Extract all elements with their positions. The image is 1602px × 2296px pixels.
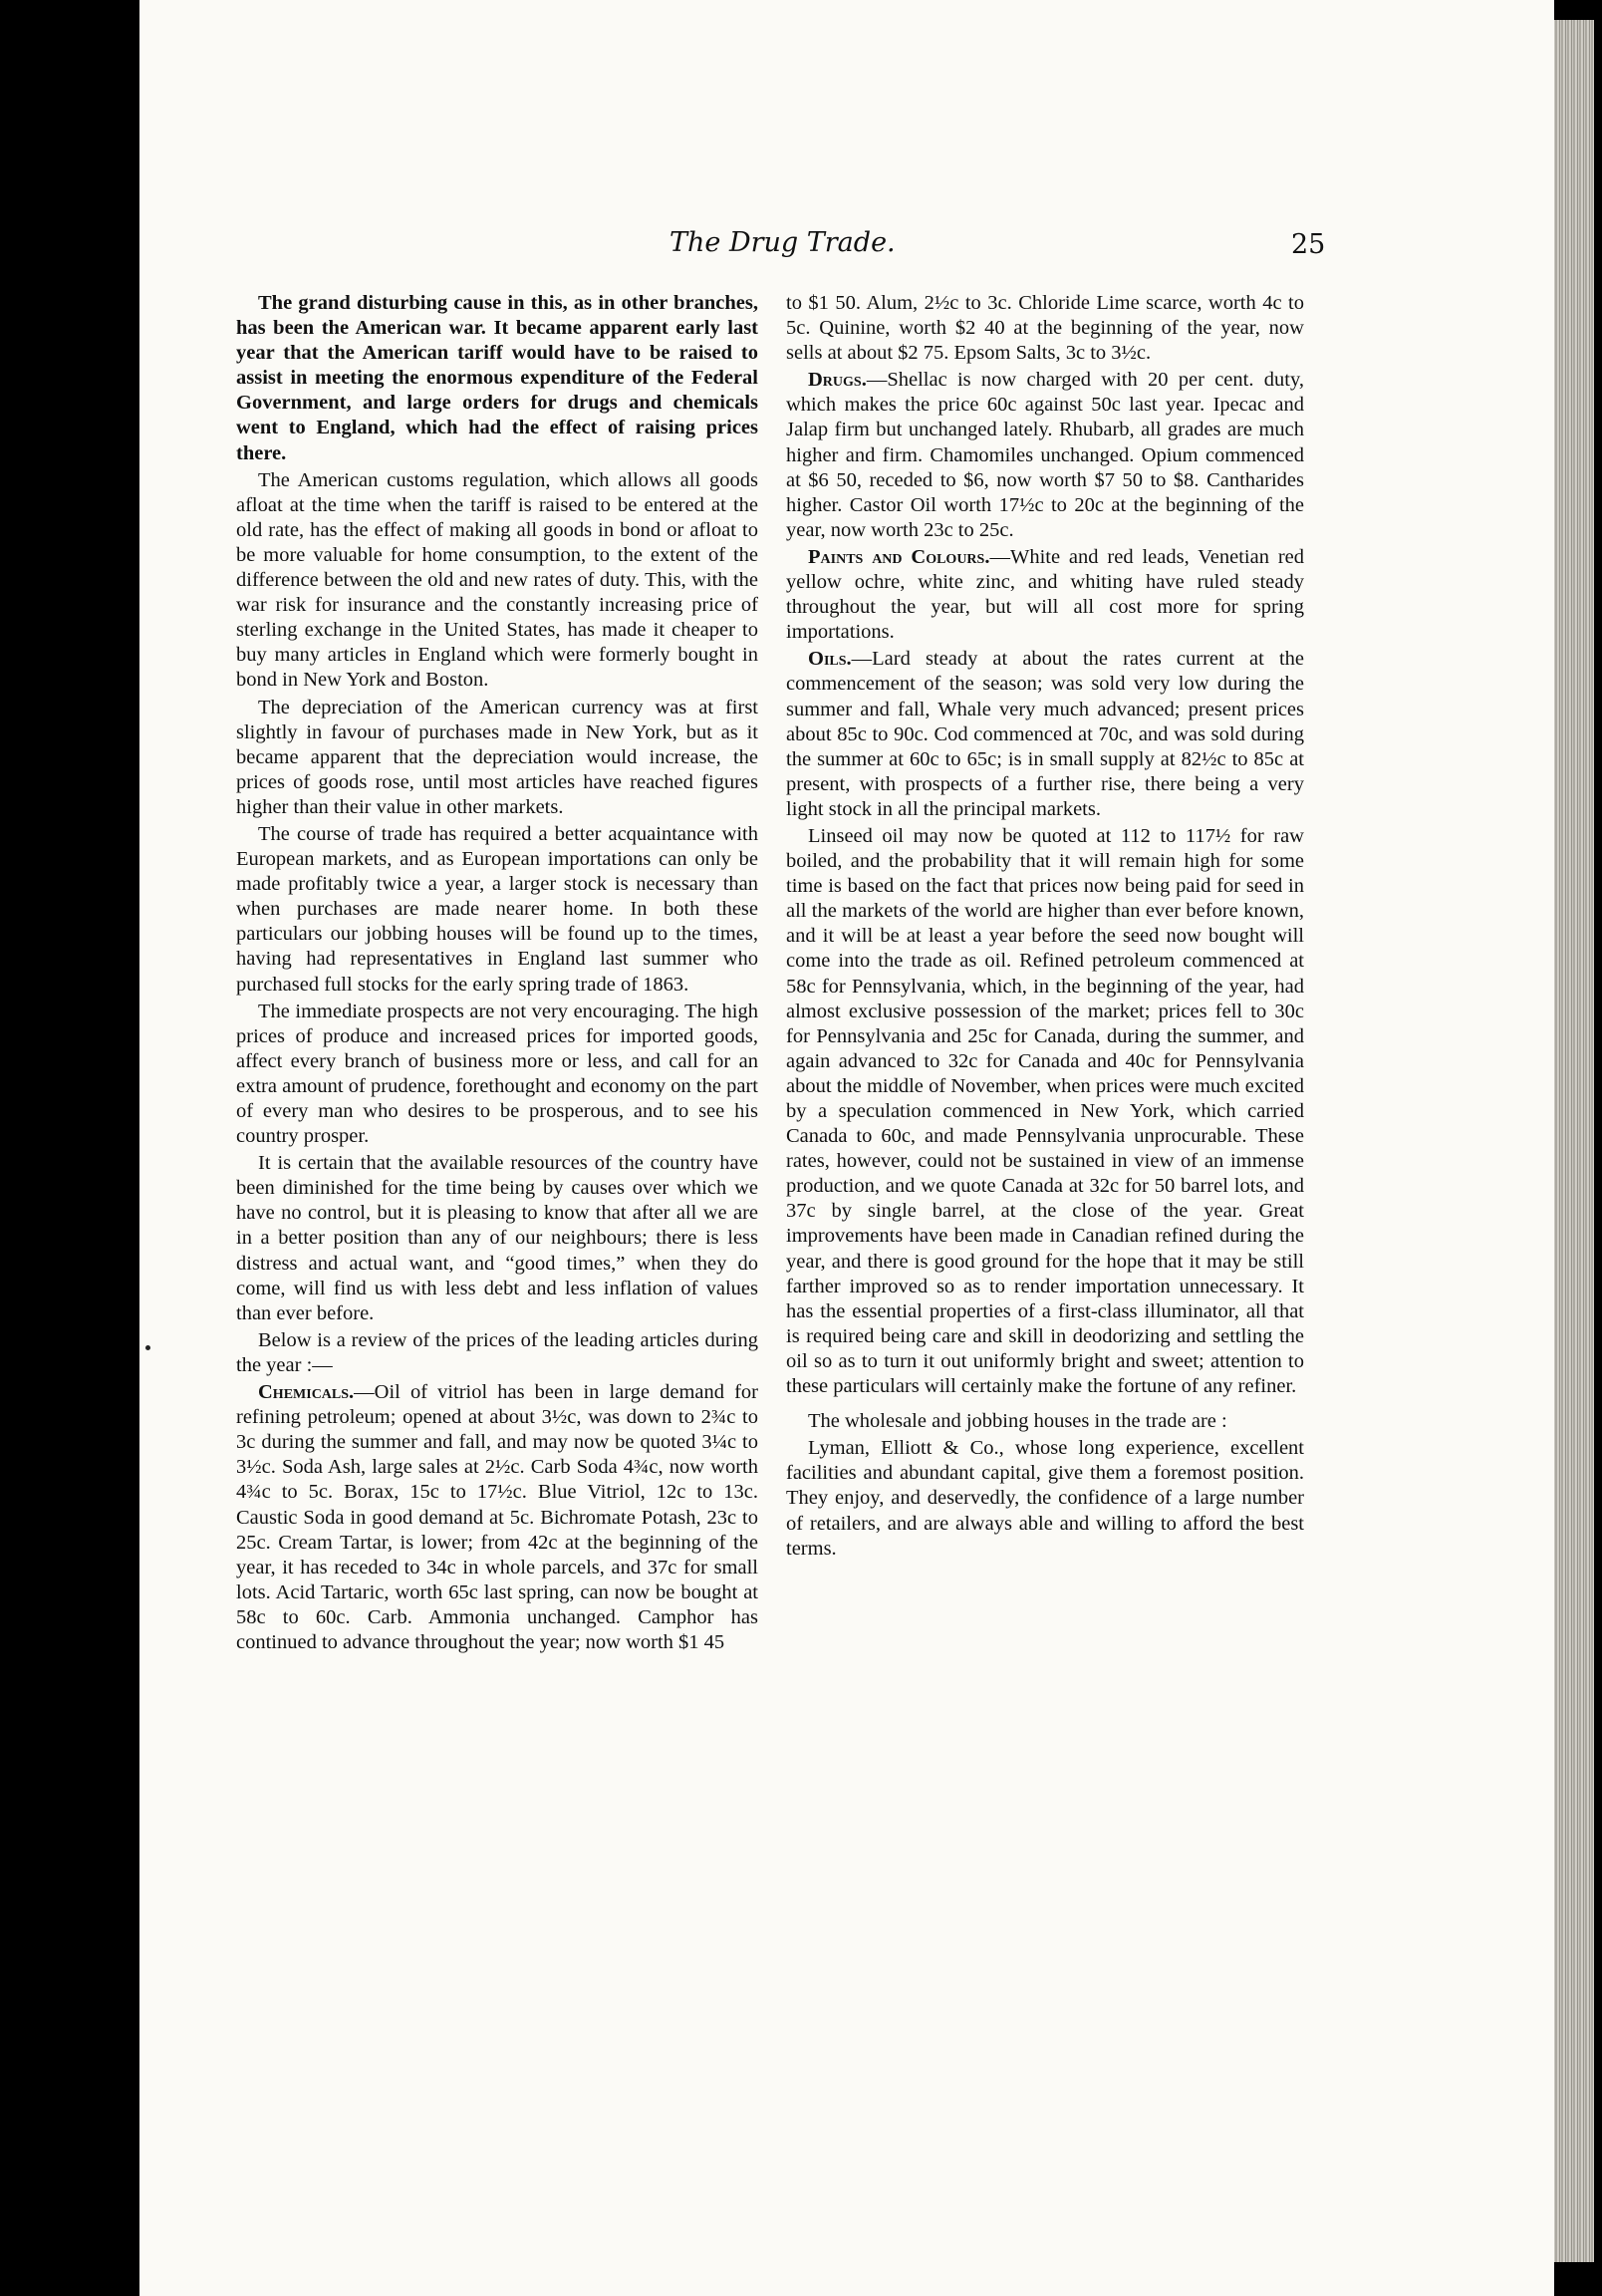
paragraph: The grand disturbing cause in this, as in other branches, has been the American war. It became apparent early last year that the American tariff would have to be raised to assist in meeting the enormous expenditure of the Federal Government, and large orders for drugs and chemicals went to England, which had the effect of raising prices there.: [236, 292, 758, 464]
section-text: —Shellac is now charged with 20 per cent. duty, which makes the price 60c against 50c last year. Ipecac and Jalap firm but unchanged lately. Rhubarb, all grades are much higher and firm. Chamomiles unchanged. Opium commenced at $6 50, receded to $6, now worth $7 50 to $8. Cantharides higher. Castor Oil worth 17½c to 20c at the beginning of the year, now worth 23c to 25c.: [786, 369, 1304, 541]
section-heading: Drugs.: [808, 369, 867, 392]
margin-mark: [145, 1345, 150, 1350]
paragraph: to $1 50. Alum, 2½c to 3c. Chloride Lime scarce, worth 4c to 5c. Quinine, worth $2 40 at the beginning of the year, now sells at about $2 75. Epsom Salts, 3c to 3½c.: [786, 292, 1304, 365]
left-column: [236, 291, 758, 1657]
paragraph: It is certain that the available resources of the country have been diminished for the time being by causes over which we have no control, but it is pleasing to know that after all we are in a better position than any of our neighbours; there is less distress and actual want, and “good times,” when they do come, will find us with less debt and less inflation of values than ever before.: [236, 1152, 758, 1324]
page-edges: [1554, 20, 1594, 2262]
section-heading: Chemicals.: [258, 1381, 355, 1404]
section-text: —Oil of vitriol has been in large demand for refining petroleum; opened at about 3½c, was down to 2¾c to 3c during the summer and fall, and may now be quoted 3¼c to 3½c. Soda Ash, large sales at 2½c. Carb Soda 4¾c, now worth 4¾c to 5c. Borax, 15c to 17½c. Blue Vitriol, 12c to 13c. Caustic Soda in good demand at 5c. Bichromate Potash, 23c to 25c. Cream Tartar, is lower; from 42c at the beginning of the year, it has receded to 34c in whole parcels, and 37c for small lots. Acid Tartaric, worth 65c last spring, can now be bought at 58c to 60c. Carb. Ammonia unchanged. Camphor has continued to advance throughout the year; now worth $1 45: [236, 1381, 758, 1653]
running-head: The Drug Trade.: [669, 227, 896, 258]
section-text: —White and red leads, Venetian red yellow ochre, white zinc, and whiting have ruled steady throughout the year, but will all cost more for spring importations.: [786, 545, 1305, 644]
paragraph: Linseed oil may now be quoted at 112 to 117½ for raw boiled, and the probability that it will remain high for some time is based on the fact that prices now being paid for seed in all the markets of the world are higher than ever before known, and it will be at least a year before the seed now bought will come into the trade as oil. Refined petroleum commenced at 58c for Pennsylvania, which, in the beginning of the year, had almost exclusive possession of the market; prices fell to 30c for Pennsylvania and 25c for Canada, during the summer, and again advanced to 32c for Canada and 40c for Pennsylvania about the middle of November, when prices were much excited by a speculation commenced in New York, which carried Canada to 60c, and made Pennsylvania unprocurable. These rates, however, could not be sustained in view of an immense production, and we quote Canada at 32c for 50 barrel lots, and 37c by single barrel, at the close of the year. Great improvements have been made in Canadian refined during the year, and there is good ground for the hope that it may be still farther improved so as to render importation unnecessary. It has the essential properties of a first-class illuminator, all that is required being care and skill in deodorizing and settling the oil so as to turn it out uniformly bright and sweet; attention to these particulars will certainly make the fortune of any refiner.: [786, 824, 1304, 1398]
page-number: 25: [1291, 229, 1326, 260]
section-oils: [786, 647, 1304, 822]
section-heading: Paints and Colours.: [808, 545, 990, 568]
paragraph: The course of trade has required a better acquaintance with European markets, and as European importations can only be made profitably twice a year, a larger stock is necessary than when purchases are made nearer home. In both these particulars our jobbing houses will be found up to the times, having had representatives in England last summer who purchased full stocks for the early spring trade of 1863.: [236, 822, 758, 996]
right-column: [786, 291, 1304, 1564]
paragraph: The wholesale and jobbing houses in the trade are :: [808, 1410, 1227, 1433]
paragraph: Below is a review of the prices of the leading articles during the year :—: [236, 1328, 758, 1376]
section-drugs: [786, 368, 1304, 543]
section-chemicals: [236, 1380, 758, 1655]
paragraph: The American customs regulation, which allows all goods afloat at the time when the tariff is raised to be entered at the old rate, has the effect of making all goods in bond or afloat to be more valuable for home consumption, to the extent of the difference between the old and new rates of duty. This, with the war risk for insurance and the constantly increasing price of sterling exchange in the United States, has made it cheaper to buy many articles in England which were formerly bought in bond in New York and Boston.: [236, 468, 758, 692]
paragraph: Lyman, Elliott & Co., whose long experience, excellent facilities and abundant capital, give them a foremost position. They enjoy, and deservedly, the confidence of a large number of retailers, and are always able and willing to afford the best terms.: [786, 1437, 1304, 1560]
paragraph: The depreciation of the American currency was at first slightly in favour of purchases made in New York, but as it became apparent that the depreciation would increase, the prices of goods rose, until most articles have reached figures higher than their value in other markets.: [236, 696, 758, 818]
paragraph: The immediate prospects are not very encouraging. The high prices of produce and increased prices for imported goods, affect every branch of business more or less, and call for an extra amount of prudence, forethought and economy on the part of every man who desires to be prosperous, and to see his country prosper.: [236, 1000, 758, 1148]
section-text: —Lard steady at about the rates current at the commencement of the season; was sold very low during the summer and fall, Whale very much advanced; present prices about 85c to 90c. Cod commenced at 70c, and was sold during the summer at 60c to 65c; is in small supply at 82½c to 85c at present, with prospects of a further rise, there being a very light stock in all the principal markets.: [786, 648, 1304, 820]
section-paints: [786, 545, 1304, 645]
section-heading: Oils.: [808, 648, 852, 671]
